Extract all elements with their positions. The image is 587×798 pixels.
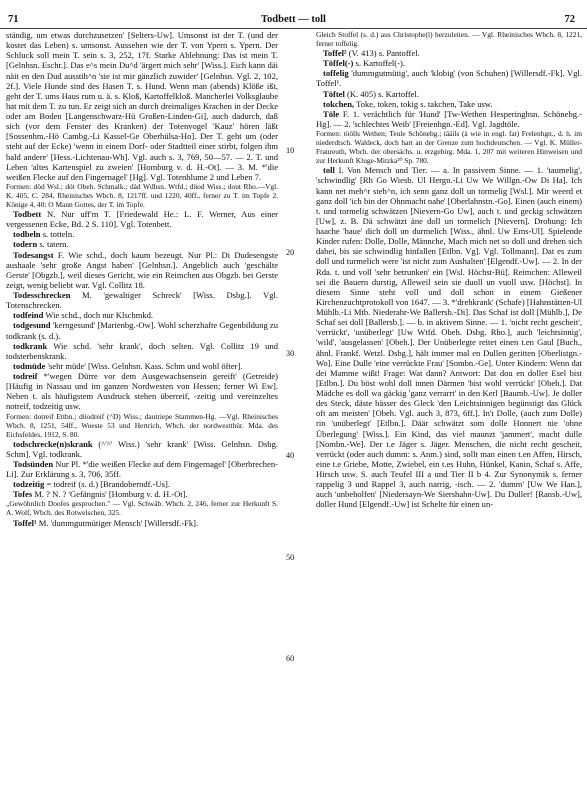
headword: todreif (13, 371, 38, 382)
headword: Toffel² (323, 48, 347, 59)
dictionary-entry: Töle F. 1. verächtlich für 'Hund' [Tw-Wethen Hesperinghsn. Schönebg.-Hg]. — 2. 'schlechtes Weib' [Freienhgn.-Ed]. Vgl. Jagdtöle. (316, 108, 582, 129)
headword: Töle (323, 108, 340, 119)
dictionary-entry: Toffel¹ M. 'dummgutmütiger Mensch' [Willersdf.-Fk]. (13, 517, 199, 528)
headword: todgesund (13, 320, 51, 331)
dictionary-entry: Todesangst F. Wie schd., doch kaum bezeugt. Nur Pl.: Di Dudesengste aushaale 'sehr große Angst haben' [Gelnhsn.]. Angeblich auch 'geschälte Gerste' [Obgzb.], weil dieses Gericht, wie ein Reimchen aus Obgzb. bei Gerste zeigt, wenig beliebt war. Vgl. Collitz 18. (6, 249, 278, 290)
note-paragraph: Formen: död Wsl.; dót Obeh. Schmalk.; dád Wdhsn. Wtfd.; düod Wiss.; dout Rho.—Vgl. K. 405, C. 284, Rheinisches Wbch. 8, 1217ff. und 1220, 40ff., ferner zu T. im Topfe 2. Könige 4, 40: O Mann Gottes, der T. im Topfe. (6, 181, 278, 209)
dictionary-entry: Todesschrecken M. 'gewaltiger Schreck' [Wiss. Dsbg.]. Vgl. Totenschrecken. (6, 290, 278, 311)
dictionary-entry: Töftel (K. 405) s. Kartoffel. (323, 88, 419, 99)
dictionary-entry: toll I. Von Mensch und Tier. — a. In passivem Sinne. — 1. 'taumelig', 'schwindlig' [Rh Go Wiesb. Ul Hergn.-Li Uw We Willgn.-Ow Di Ha]. Ich kann net meh^r steh^n, ich senn ganz doll un tormelig [Wsl.]. Mir weerd et ganz doll 'ich bin der Ohnmacht nahe' [Oberlahnstn.-Go]. Einen (auch einem) t. und tormelig schwätzen [Nievern-Go Uw], auch t. und geckig schwätzen [Uw], z. B. Dä schwätzt äne doll un tormelich [Nievern]. Drohung: Ich haache 'haue' dich doll un durmelich [Wiss., ähnl. Uw Ems-Ul]. Spielende Kinder rufen: Dolle, Dolle, Männche, Mach mich net so doll und drehen sich dabei, bis sie schwindlig hinfallen [Etlbn. Vg]. Vgl. Tollmann]. Dat es zum doll und turmelich were 'ist nicht zum Aushalten' [Elgendf.-Uw]. — 2. In der Rda. t. und voll 'sehr betrunken' ein [Wsl. Höchst-Bü]. Reimchen: Alleweil sei die Bauern durstig, Alleweil sein sie duoll un vuoll usw. [Höchst]. In diesem Sinne steht voll und doll schon in einem Gießener Kirchenzuchtprotokoll von 1647. — 3. *'drehkrank' (Schafe) [Hahnstätten-Ul Mühlb.-Li Mtb. Niederahr-We Ballersb.-Di]. Das Schaf ist doll [Mühlb.], De Schaf sei doll [Ballersb.]. — b. in aktivem Sinne. — 1. 'nicht recht gescheit', 'verrückt', 'unüberlegt' [Uw Wtfd. Obeh. Dsbg. Rho.], auch 'leichtsinnig', 'wild', 'ausgelassen' [Obeh.]. Der Unüberlegte reitet einen t.en Gaul [Buch., ähnl. Frankf. Wetzl. Dsbg.], hält immer mal en Dullen geritten [Oberlistgn.-Wo]. Eine Dulle 'eine verrückte Frau' [Sombn.-Ge]. Unter Kindern: Wenn dat dei Mamme wißt! Frage: Wat dann? Antwort: Dat dou en doller Esel bist [Etlbn.]. Du böst wohl doll innen Därmen 'bist wohl verrückt' [Obeh.]. Dat Mädche es doll wa gäckig 'ganz verrarrt' in den Kerl [Baumb.-Uw]. Je doller des Steck, däste bässer des Gleck 'den Leichtsinnigen begünstigt das Glück oft am meisten' [Obeh. Vgl. auch 3, 873, 6ff.]. In't Dolle, (auch zum Dolle) rin 'unüberlegt' [Etlbn.]. Däär schwätzt som dolle Honnert nie 'ohne Überlegung' [Wiss.]. Ein Kind, das viel maunzt 'jammert', macht dulle [Nombn.-We]. Der t.e Jäger s. Jäger. Menschen, die nicht recht gescheit, verrückt (oder auch dumm: s. Anm.) sind, sollt man einen t.en Affen, Hirsch, eine t.e Griebe, Motte, Zwiebel, ein t.es Huhn, Hünkel, Kanin, Schaf s. Affe, Hirsch usw. S. auch Teufel III a und Tier II b 4. Zur Synonymik s. ferner rappelig 3 und Rappel 3, auch narrig, -isch. — 2. 'dumm' [Uw We Han.], auch 'unbeholfen' [Niedersayn-We Siershahn-Uw]. Du Duller! [Ransb.-Uw], doller Hund [Elgendf.-Uw] ist Schelte für einen un- (316, 165, 582, 510)
line-marker: 40 (286, 451, 295, 460)
line-marker: 50 (286, 553, 295, 562)
note-paragraph: Formen: dotreif Ettbn.; düodreif (^D) Wiss.; dautriepe Stammen-Hg. —Vgl. Rheinisches Wbch. 8, 1251, 54ff., Woeste 53 und Hertrich, Wbch. der nordwestthür. Mda. des Eichsfeldes, 1912, S. 80. (6, 411, 278, 439)
dictionary-entry: Todbett N. Nur uff'm T. [Friedewald He.: L. F. Werner, Aus einer vergessenen Ecke, Bd. 2 S. 110]. Vgl. Totenbett. (6, 209, 278, 230)
dictionary-entry: ständig, um etwas durchzusetzen' [Selters-Uw]. Umsonst ist der T. (und der kostet das Leben) s. umsonst. Aussehen wie der T. von Ypern s. Ypern. Der Schluck soll mein T. sein s. 3, 252, 17f. Starke Ablehnung: Das ist mein T. [Gelnhsn. Eschr.]. Das e^s mein Du^d 'ärgert mich sehr' [Wiss.]. Eich kann däi näit en den Dud ausstih^n 'sie ist mir gänzlich zuwider' [Gelnhsn. Vgl. 2, 102, 2f.]. Viele Hunde sind des Hasen T. s. Hund. Wenn man (abends) Klöße ißt, geht der T. ums Haus rum u. ä. s. Kloß, Kartoffelkloß. Mancherlei Volksglaube hat mit dem T. zu tun. Er zeigt sich an durch dreimaliges Krachen in der Decke oder am Boden [Langenschwarz-Hü Großen-Linden-Gi], auch dadurch, daß sich (vor dem Fenster des Kranken) der Totenvogel 'Kauz' hören läßt [Sossenhm.-Hö Cambg.-Li Kassel-Ge Oberhülsa-Ho]. Der T. geht um (oder steht auf der Ecke) 'wenn in einem Dorf- oder Stadtteil einer stirbt, folgen ihm bald andere' [Hess.-Lichtenau-Wh]. Vgl. auch s. 3, 769, 50—57. — 2. T. und Leben 'altes Kartenspiel zu zweien' [Homburg v. d. H.-Ot]. — 3. M. *'die weißen Flecke auf den Fingernagel' [Hg]. Vgl. Totenblume 2 und Leben 7. (6, 30, 278, 182)
dictionary-entry: todfeind Wie schd., doch nur Klschmkd. (13, 310, 154, 321)
dictionary-entry: Tofes M. ? N. ? 'Gefängnis' [Homburg v. d. H.-Ot]. (13, 489, 188, 500)
running-title: Todbett — toll (261, 14, 326, 25)
line-marker: 30 (286, 349, 295, 358)
note-paragraph: Gleich Stoffel (s. d.) aus Christophe(l) herzuleiten. — Vgl. Rheinisches Wbch. 8, 1221, ferner toffelig. (316, 30, 582, 49)
page-number-right: 72 (564, 14, 575, 25)
note-paragraph: „Gewöhnlich Doofes gesprochen." — Vgl. Schwäb. Wbch. 2, 246, ferner zur Herkunft S. A. Wolf, Wbch. des Rotwelschen, 325. (6, 499, 278, 518)
headword: todern (13, 239, 38, 250)
headword: toffelig (323, 68, 349, 79)
headword: Toffel¹ (13, 517, 37, 528)
dictionary-entry: toffelig 'dummgutmütig', auch 'klobig' (von Schuhen) [Willersdf.-Fk]. Vgl. Toffel¹. (316, 68, 582, 89)
dictionary-entry: todreif *'wegen Dürre vor dem Ausgewachsensein gereift' (Getreide) [Häufig in Nassau und im ganzen Nordwesten von Hessen; ferner Wi Ew]. Neben t. als häufigstem Ausdruck stehen überreif, -zeitig und vereinzeltes notreif, todzeitig usw. (6, 371, 278, 412)
headword: todfeind (13, 310, 44, 321)
dictionary-entry: todbeln s. totteln. (13, 229, 75, 240)
headword: todkrank (13, 340, 48, 351)
headword: Todbett (13, 209, 42, 220)
header-rule (0, 28, 587, 29)
dictionary-entry: Todsünden Nur Pl. *'die weißen Flecke auf dem Fingernagel' [Oberbrechen-Li]. Zur Erklärung s. 3, 706, 35ff. (6, 458, 278, 480)
dictionary-entry: todern s. tatern. (13, 239, 69, 250)
headword: toll (323, 165, 335, 176)
line-marker: 10 (286, 146, 295, 155)
dictionary-entry: todzeitig = todreif (s. d.) [Brandoberndf.-Us]. (13, 479, 170, 490)
headword: Tofes (13, 489, 33, 500)
dictionary-entry: todschrecke(n)skrank (^'^' Wiss.) 'sehr krank' [Wiss. Gelnhsn. Dsbg. Schm]. Vgl. todkrank. (6, 438, 278, 459)
headword: todmüde (13, 360, 46, 371)
headword: tokchen, (323, 98, 355, 109)
page-header (0, 14, 587, 26)
right-column (316, 30, 582, 792)
note-paragraph: Formen: töölls Wethen; Teule Schönebg.; tääils (à wie in engl. fat) Frelenhgn., d. h. im niederdtsch. Waldeck, doch hart an der Grenze zum hochdeutschen. — Vgl. K. Müller-Fraureuth, Wbch. der obersächs. u. erzgebirg. Mda. 1, 207 mit weiteren Hinweisen und zur Herkunft Kluge-Mitzka²⁰ Sp. 780. (316, 129, 582, 166)
headword: Todsünden (13, 458, 54, 469)
headword: todbeln (13, 229, 41, 240)
dictionary-entry: Toffel² (V. 413) s. Pantoffel. (323, 48, 420, 59)
dictionary-entry: todmüde 'sehr müde' [Wiss. Gelnhsn. Kass. Schm und wohl öfter]. (13, 360, 243, 371)
headword: Todesangst (13, 249, 54, 260)
headword: Töffel(-) (323, 58, 354, 69)
line-marker: 60 (286, 654, 295, 663)
dictionary-entry: Töffel(-) s. Kartoffel(-). (323, 58, 405, 69)
headword: todzeitig (13, 479, 45, 490)
page-number-left: 71 (8, 14, 19, 25)
headword: Todesschrecken (13, 290, 71, 301)
dictionary-entry: todkrank Wie schd. 'sehr krank', doch selten. Vgl. Collitz 19 und todsterbenskrank. (6, 340, 278, 361)
dictionary-entry: tokchen, Toke, token, tokig s. takchen, Take usw. (323, 98, 493, 109)
dictionary-entry: todgesund 'kerngesund' [Marienbg.-Ow]. Wohl scherzhafte Gegenbildung zu todkrank (s. d.). (6, 320, 278, 341)
headword: Töftel (323, 88, 345, 99)
line-marker: 20 (286, 248, 295, 257)
left-column (6, 30, 278, 782)
headword: todschrecke(n)skrank (13, 438, 93, 449)
